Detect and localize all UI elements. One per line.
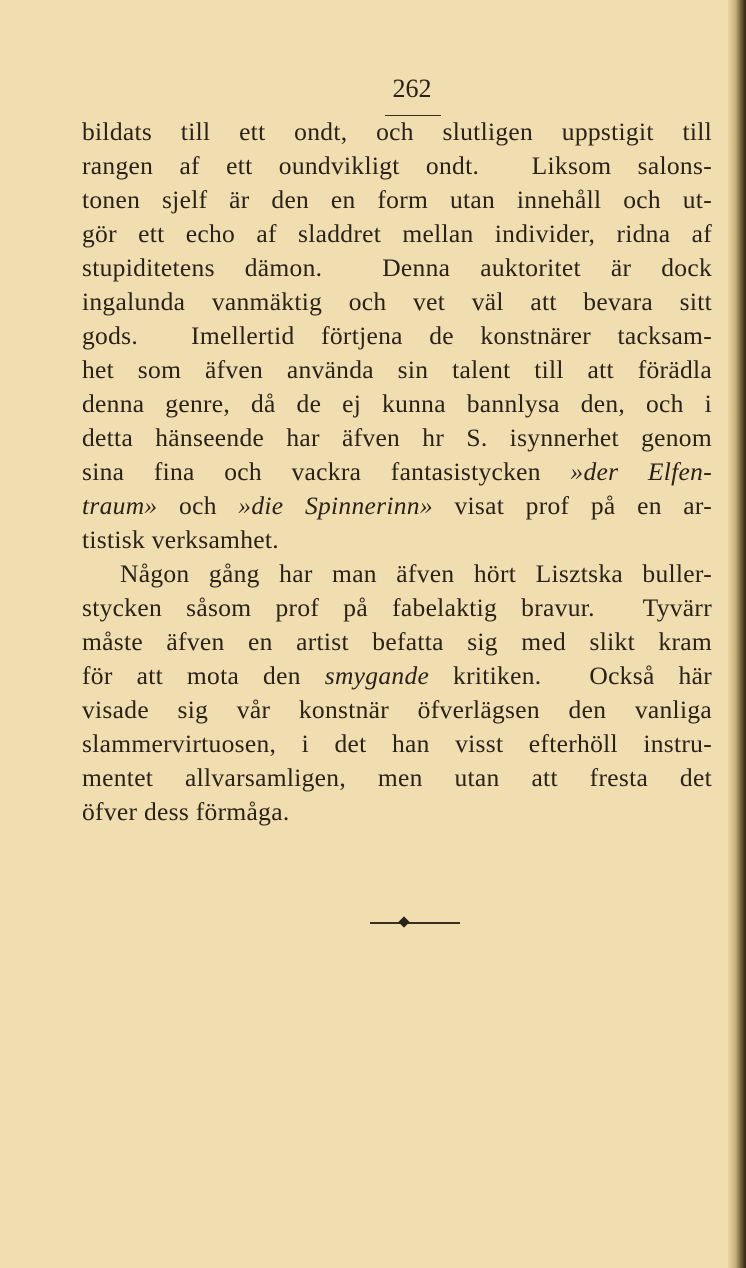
text-line [82, 523, 712, 557]
text-line [82, 319, 712, 353]
text-segment: gods. Imellertid förtjena de konstnärer tacksam- [82, 321, 712, 350]
text-segment: slammervirtuosen, i det han visst efterhöll instru- [82, 729, 712, 758]
text-line [82, 455, 712, 489]
section-end-ornament [370, 922, 460, 924]
text-segment: kritiken. Också här [429, 661, 712, 690]
text-segment: måste äfven en artist befatta sig med slikt kram [82, 627, 712, 656]
text-line [82, 659, 712, 693]
text-segment: och [157, 491, 239, 520]
text-segment: öfver dess förmåga. [82, 797, 290, 826]
text-segment: stycken såsom prof på fabelaktig bravur. Tyvärr [82, 593, 712, 622]
text-segment: ingalunda vanmäktig och vet väl att bevara sitt [82, 287, 712, 316]
text-segment: visat prof på en ar- [432, 491, 712, 520]
text-segment: stupiditetens dämon. Denna auktoritet är dock [82, 253, 712, 282]
text-segment: denna genre, då de ej kunna bannlysa den, och i [82, 389, 712, 418]
text-segment: bildats till ett ondt, och slutligen uppstigit till [82, 117, 712, 146]
text-segment: tonen sjelf är den en form utan innehåll och ut- [82, 185, 712, 214]
text-segment: sina fina och vackra fantasistycken [82, 457, 571, 486]
text-line [82, 115, 712, 149]
text-segment: gör ett echo af sladdret mellan individer, ridna af [82, 219, 712, 248]
italic-title: traum» [82, 491, 158, 520]
italic-title: »der Elfen- [570, 457, 712, 486]
text-segment: rangen af ett oundvikligt ondt. Liksom salons- [82, 151, 712, 180]
italic-title: smygande [324, 661, 430, 690]
text-line [82, 251, 712, 285]
text-line [82, 693, 712, 727]
text-line [82, 387, 712, 421]
text-line [82, 217, 712, 251]
text-segment: het som äfven använda sin talent till att förädla [82, 355, 712, 384]
text-line [82, 489, 712, 523]
text-line [82, 557, 712, 591]
body-text [82, 115, 712, 829]
page-number: 262 [392, 74, 432, 103]
text-line [82, 421, 712, 455]
diamond-ornament-icon [398, 916, 409, 927]
text-segment: tistisk verksamhet. [82, 525, 279, 554]
text-segment: Någon gång har man äfven hört Lisztska buller- [120, 559, 712, 588]
text-line [82, 761, 712, 795]
text-line [82, 591, 712, 625]
italic-title: »die Spinnerinn» [238, 491, 433, 520]
text-segment: mentet allvarsamligen, men utan att fresta det [82, 763, 712, 792]
text-line [82, 625, 712, 659]
text-line [82, 183, 712, 217]
text-line [82, 285, 712, 319]
text-segment: detta hänseende har äfven hr S. isynnerhet genom [82, 423, 712, 452]
text-line [82, 727, 712, 761]
text-segment: visade sig vår konstnär öfverlägsen den vanliga [82, 695, 712, 724]
text-line [82, 353, 712, 387]
text-line [82, 149, 712, 183]
text-line [82, 795, 712, 829]
text-segment: för att mota den [82, 661, 325, 690]
book-binding-edge [728, 0, 746, 1268]
